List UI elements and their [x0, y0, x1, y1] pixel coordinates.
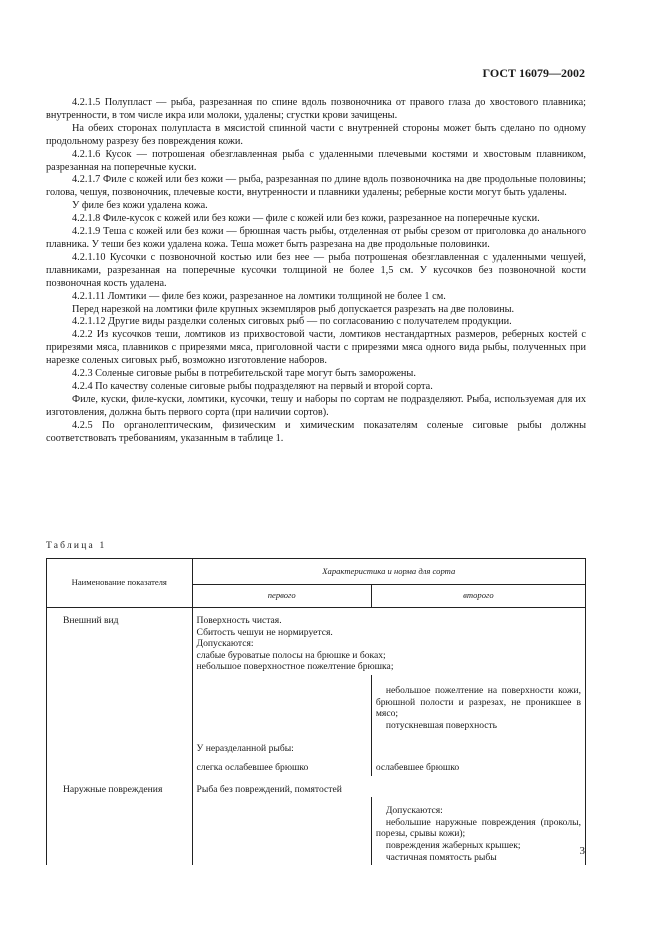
paragraph: 4.2.4 По качеству соленые сиговые рыбы подразделяют на первый и второй сорта.	[72, 380, 433, 392]
header-first-grade: первого	[192, 585, 371, 608]
cell-line: частичная помятость рыбы	[385, 851, 497, 863]
appearance-unprocessed	[192, 733, 371, 757]
paragraph: 4.2.1.9 Теша с кожей или без кожи — брюшная часть рыбы, отделенная от рыбы срезом от приголовка до анального плавника. У теши без кожи удалена кожа. Теша может быть разрезана на две продольные половинки.	[46, 226, 586, 250]
quality-table	[46, 558, 586, 865]
paragraph: 4.2.3 Соленые сиговые рыбы в потребительской таре могут быть заморожены.	[72, 368, 416, 380]
paragraph: 4.2.1.11 Ломтики — филе без кожи, разрезанное на ломтики толщиной не более 1 см.	[72, 290, 446, 302]
page-number: 3	[579, 845, 585, 857]
paragraph: 4.2.1.7 Филе с кожей или без кожи — рыба, разрезанная по длине вдоль позвоночника на две продольные половины; голова, чешуя, позвоночник, плечевые кости, внутренности и плавники удалены; реберные кости могут быть удалены.	[46, 174, 586, 199]
document-header: ГОСТ 16079—2002	[482, 66, 585, 80]
cell-line: Поверхность чистая.	[196, 615, 282, 626]
cell-line: небольшое пожелтение на поверхности кожи, брюшной полости и разрезах, не проникшее в мясо;	[375, 684, 581, 720]
paragraph: На обеих сторонах полупласта в мясистой спинной части с внутренней стороны может быть сделано по одному продольному разрезу без повреждения кожи.	[46, 122, 586, 147]
damage-first-grade: Рыба без повреждений, помятостей	[192, 776, 585, 798]
appearance-first-belly: слегка ослабевшее брюшко	[192, 757, 371, 776]
header-indicator-name: Наименование показателя	[47, 559, 193, 608]
row-label-external-damage: Наружные повреждения	[47, 776, 193, 798]
header-grade-group: Характеристика и норма для сорта	[192, 559, 585, 585]
appearance-first-grade	[192, 608, 585, 675]
cell-line: небольшие наружные повреждения (проколы, порезы, срывы кожи);	[375, 816, 581, 840]
cell-line: Допускаются:	[385, 805, 443, 817]
paragraph: Филе, куски, филе-куски, ломтики, кусочки, тешу и наборы по сортам не подразделяют. Рыба, используемая для их изготовления, должна быть первого сорта (при наличии сортов).	[46, 393, 586, 418]
paragraph: Перед нарезкой на ломтики филе крупных экземпляров рыб допускается разрезать на две половины.	[72, 303, 515, 315]
cell-line: небольшое поверхностное пожелтение брюшка;	[196, 661, 394, 673]
paragraph: 4.2.5 По органолептическим, физическим и химическим показателям соленые сиговые рыбы должны соответствовать требованиям, указанным в таблице 1.	[46, 419, 586, 444]
paragraph: 4.2.1.8 Филе-кусок с кожей или без кожи — филе с кожей или без кожи, разрезанное на поперечные куски.	[72, 213, 540, 225]
cell-line: потускневшая поверхность	[385, 719, 498, 731]
paragraph: 4.2.2 Из кусочков теши, ломтиков из прихвостовой части, ломтиков нестандартных размеров, реберных костей с прирезями мяса, плавников с прирезями мяса, приголовной части с прирезями мяса одного вида рыбы, полученных при нарезке соленых сиговых рыб, возможно изготовление наборов.	[46, 329, 586, 367]
cell-line: слабые буроватые полосы на брюшке и боках;	[196, 649, 386, 661]
body-text	[46, 97, 586, 445]
paragraph: 4.2.1.12 Другие виды разделки соленых сиговых рыб — по согласованию с получателем продукции.	[72, 316, 512, 328]
appearance-second-grade	[371, 675, 585, 733]
paragraph: 4.2.1.6 Кусок — потрошеная обезглавленная рыба с удаленными плечевыми костями и хвостовым плавником, разрезанная на поперечные куски.	[46, 148, 586, 173]
cell-line: У неразделанной рыбы:	[196, 743, 294, 755]
paragraph: 4.2.1.5 Полупласт — рыба, разрезанная по спине вдоль позвоночника от правого глаза до хвостового плавника; внутренности, в том числе икра или молоки, удалены; сгустки крови зачищены.	[46, 97, 586, 121]
damage-second-grade	[371, 797, 585, 865]
row-label-appearance: Внешний вид	[47, 608, 193, 675]
appearance-second-belly: ослабевшее брюшко	[371, 757, 585, 776]
cell-line: повреждения жаберных крышек;	[385, 839, 521, 851]
cell-line: Допускаются:	[196, 638, 254, 650]
table-title: Таблица 1	[46, 541, 107, 551]
paragraph: У филе без кожи удалена кожа.	[72, 200, 208, 212]
paragraph: 4.2.1.10 Кусочки с позвоночной костью или без нее — рыба потрошеная обезглавленная с удаленными чешуей, плавниками, разрезанная на поперечные кусочки толщиной не более 1,5 см. У кусочков без позвоночной кости позвоночная кость удалена.	[46, 251, 586, 289]
cell-line: Сбитость чешуи не нормируется.	[196, 626, 333, 638]
header-second-grade: второго	[371, 585, 585, 608]
